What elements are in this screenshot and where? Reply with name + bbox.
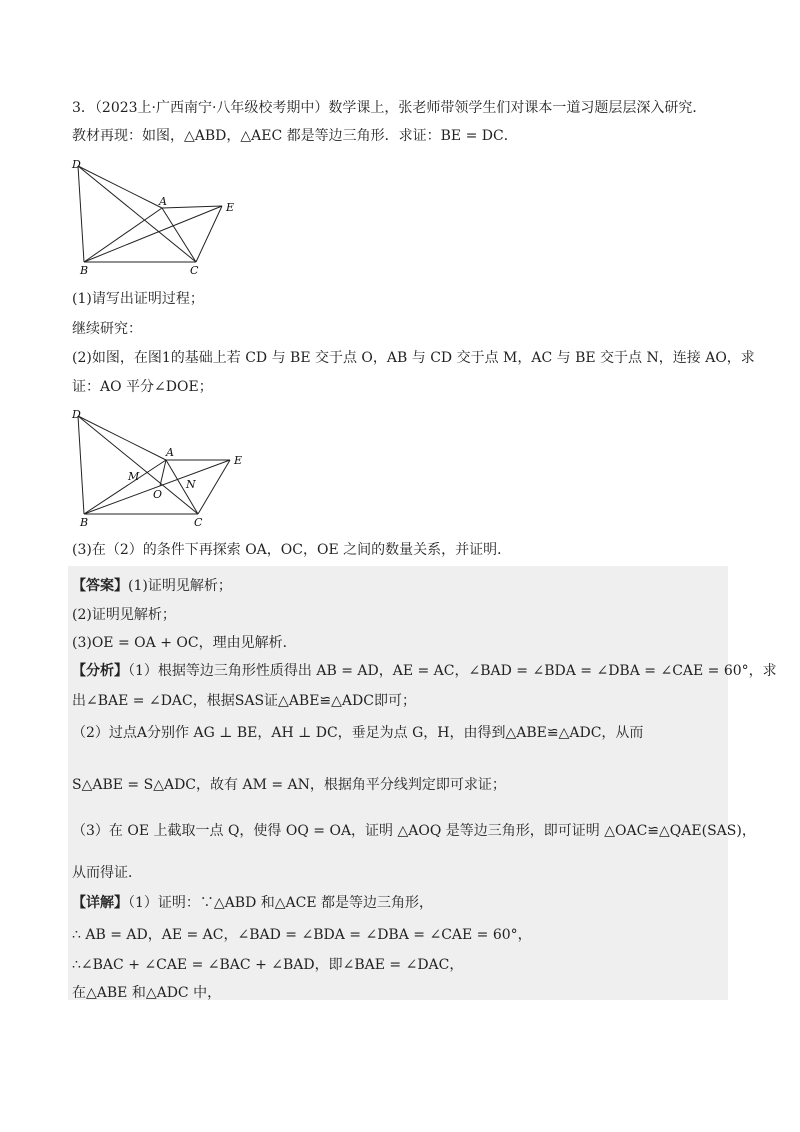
fig2-label-e: E bbox=[234, 454, 243, 467]
fig2-label-d: D bbox=[72, 408, 81, 421]
detail-1: （1）证明：∵△ABD 和△ACE 都是等边三角形， bbox=[128, 895, 434, 911]
detail-row-1 bbox=[72, 894, 433, 912]
question-part-3: (3)在（2）的条件下再探索 OA，OC，OE 之间的数量关系，并证明． bbox=[72, 542, 512, 558]
analysis-row-1 bbox=[72, 662, 777, 680]
answer-header: 【答案】 bbox=[72, 578, 128, 594]
answer-2: (2)证明见解析； bbox=[72, 607, 176, 623]
fig1-label-c: C bbox=[190, 264, 199, 277]
analysis-2: （2）过点A分别作 AG ⊥ BE，AH ⊥ DC，垂足为点 G，H，由得到△ABE≌△ADC，从而 bbox=[72, 725, 644, 741]
fig1-label-e: E bbox=[226, 201, 235, 214]
analysis-1: （1）根据等边三角形性质得出 AB = AD，AE = AC，∠BAD = ∠BDA = ∠DBA = ∠CAE = 60°，求 bbox=[128, 663, 777, 679]
question-line-1: 3．（2023上·广西南宁·八年级校考期中）数学课上，张老师带领学生们对课本一道习题层层深入研究． bbox=[72, 100, 707, 116]
question-part-2-line-1: (2)如图，在图1的基础上若 CD 与 BE 交于点 O，AB 与 CD 交于点 M，AC 与 BE 交于点 N，连接 AO，求 bbox=[72, 350, 755, 366]
question-part-1: (1)请写出证明过程； bbox=[72, 291, 204, 307]
analysis-3: （3）在 OE 上截取一点 Q，使得 OQ = OA，证明 △AOQ 是等边三角形，即可证明 △OAC≌△QAE(SAS)， bbox=[72, 823, 756, 839]
fig1-label-d: D bbox=[72, 158, 81, 171]
detail-2: ∴ AB = AD，AE = AC，∠BAD = ∠BDA = ∠DBA = ∠CAE = 60°， bbox=[72, 927, 532, 943]
analysis-header: 【分析】 bbox=[72, 663, 128, 679]
fig2-label-n: N bbox=[186, 478, 196, 491]
analysis-3b: 从而得证． bbox=[72, 865, 142, 881]
fig1-label-a: A bbox=[159, 195, 167, 208]
figure-2 bbox=[66, 404, 256, 532]
question-part-2-line-2: 证：AO 平分∠DOE； bbox=[72, 379, 213, 395]
fig2-label-b: B bbox=[80, 516, 89, 529]
fig2-label-c: C bbox=[194, 516, 203, 529]
fig2-label-o: O bbox=[153, 488, 163, 501]
question-continue: 继续研究： bbox=[72, 321, 142, 337]
fig2-label-a: A bbox=[166, 446, 174, 459]
figure-1 bbox=[66, 154, 246, 280]
detail-header: 【详解】 bbox=[72, 895, 128, 911]
detail-3: ∴∠BAC + ∠CAE = ∠BAC + ∠BAD，即∠BAE = ∠DAC， bbox=[72, 957, 464, 973]
analysis-1b: 出∠BAE = ∠DAC，根据SAS证△ABE≌△ADC即可； bbox=[72, 693, 416, 709]
fig1-label-b: B bbox=[80, 264, 89, 277]
question-line-2: 教材再现：如图，△ABD，△AEC 都是等边三角形．求证：BE = DC． bbox=[72, 128, 518, 144]
answer-3: (3)OE = OA + OC，理由见解析． bbox=[72, 635, 297, 651]
answer-1: (1)证明见解析； bbox=[128, 578, 232, 594]
fig2-label-m: M bbox=[128, 470, 140, 483]
answer-row-1 bbox=[72, 577, 232, 595]
analysis-2b: S△ABE = S△ADC，故有 AM = AN，根据角平分线判定即可求证； bbox=[72, 777, 506, 793]
detail-4: 在△ABE 和△ADC 中， bbox=[72, 985, 222, 1001]
